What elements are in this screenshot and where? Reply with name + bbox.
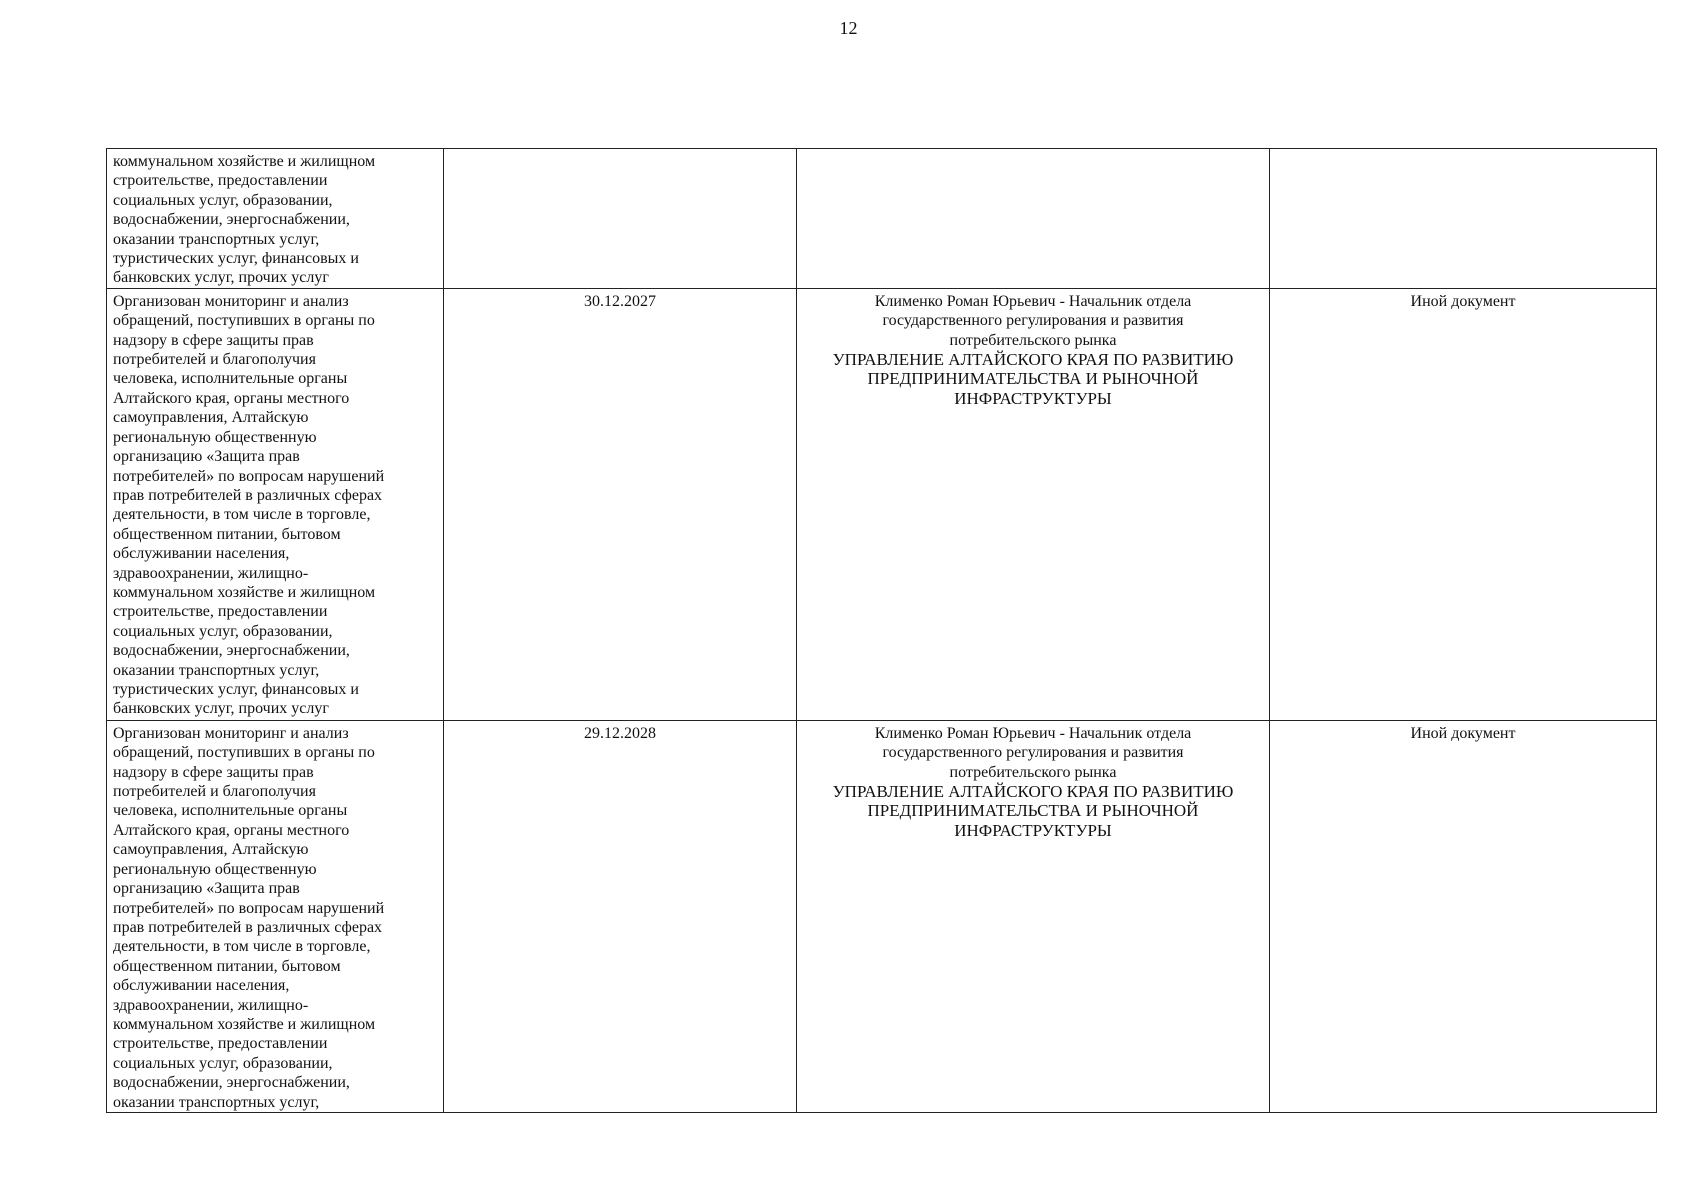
date-cell (444, 720, 797, 1112)
document-type-text: Иной документ (1410, 724, 1516, 742)
responsible-cell (797, 288, 1270, 720)
responsible-person-line: государственного регулирования и развития (882, 744, 1184, 762)
table-row (107, 288, 1657, 720)
responsible-person-line: Клименко Роман Юрьевич - Начальник отдела (874, 724, 1192, 742)
responsible-cell (797, 149, 1270, 289)
page-number: 12 (839, 18, 858, 38)
measures-table (106, 148, 1657, 1113)
responsible-org-line: ПРЕДПРИНИМАТЕЛЬСТВА И РЫНОЧНОЙ (867, 369, 1199, 389)
activity-cell (107, 720, 444, 1112)
date-cell (444, 149, 797, 289)
date-cell (444, 288, 797, 720)
activity-cell (107, 288, 444, 720)
table-row (107, 149, 1657, 289)
responsible-org-line: УПРАВЛЕНИЕ АЛТАЙСКОГО КРАЯ ПО РАЗВИТИЮ (832, 782, 1234, 802)
document-type-cell (1270, 149, 1657, 289)
table-row (107, 720, 1657, 1112)
responsible-person-line: Клименко Роман Юрьевич - Начальник отдела (874, 292, 1192, 310)
activity-text: Организован мониторинг и анализ обращений, поступивших в органы по надзору в сфере защиты прав потребителей и благополучия человека, исполнительные органы Алтайского края, органы местного самоуправления, Алтайскую региональную общественную организацию «Защита прав потребителей» по вопросам нарушений прав потребителей в различных сферах деятельности, в том числе в торговле, общественном питании, бытовом обслуживании населения, здравоохранении, жилищно- коммунальном хозяйстве и жилищном строительстве, предоставлении социальных услуг, образовании, водоснабжении, энергоснабжении, оказании транспортных услуг, туристических услуг, финансовых и банковских услуг, прочих услуг (113, 292, 385, 718)
responsible-person-line: государственного регулирования и развития (882, 312, 1184, 330)
responsible-org-line: ПРЕДПРИНИМАТЕЛЬСТВА И РЫНОЧНОЙ (867, 801, 1199, 821)
responsible-person-line: потребительского рынка (949, 763, 1117, 781)
responsible-org-line: ИНФРАСТРУКТУРЫ (954, 388, 1112, 408)
responsible-cell (797, 720, 1270, 1112)
activity-text: коммунальном хозяйстве и жилищном строительстве, предоставлении социальных услуг, образовании, водоснабжении, энергоснабжении, оказании транспортных услуг, туристических услуг, финансовых и банковских услуг, прочих услуг (113, 153, 376, 287)
date-text: 29.12.2028 (584, 724, 656, 742)
activity-text: Организован мониторинг и анализ обращений, поступивших в органы по надзору в сфере защиты прав потребителей и благополучия человека, исполнительные органы Алтайского края, органы местного самоуправления, Алтайскую региональную общественную организацию «Защита прав потребителей» по вопросам нарушений прав потребителей в различных сферах деятельности, в том числе в торговле, общественном питании, бытовом обслуживании населения, здравоохранении, жилищно- коммунальном хозяйстве и жилищном строительстве, предоставлении социальных услуг, образовании, водоснабжении, энергоснабжении, оказании транспортных услуг, (113, 724, 385, 1111)
activity-cell (107, 149, 444, 289)
responsible-org-line: УПРАВЛЕНИЕ АЛТАЙСКОГО КРАЯ ПО РАЗВИТИЮ (832, 350, 1234, 370)
document-type-cell (1270, 720, 1657, 1112)
document-type-text: Иной документ (1410, 292, 1516, 310)
date-text: 30.12.2027 (584, 292, 656, 310)
responsible-org-line: ИНФРАСТРУКТУРЫ (954, 820, 1112, 840)
responsible-person-line: потребительского рынка (949, 331, 1117, 349)
document-type-cell (1270, 288, 1657, 720)
